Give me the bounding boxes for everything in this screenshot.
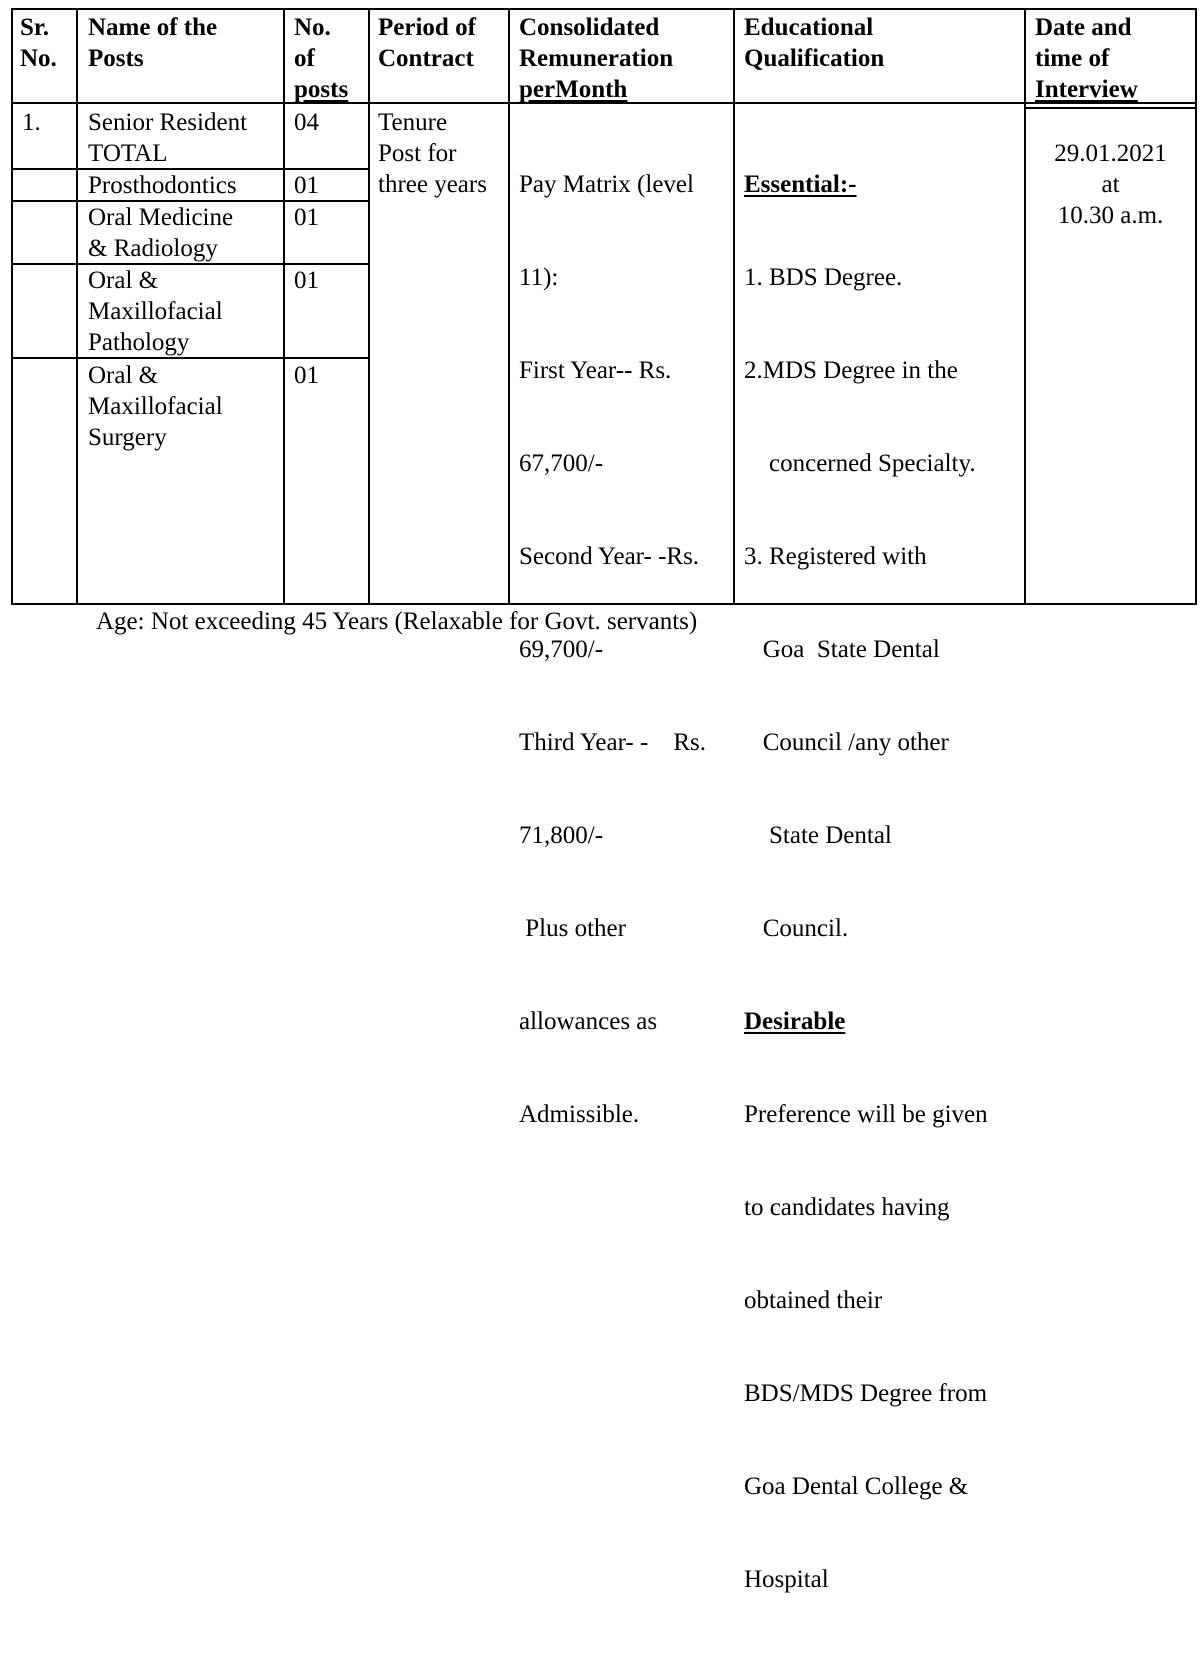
age-limit-note: Age: Not exceeding 45 Years (Relaxable for Govt. servants) <box>96 608 698 635</box>
post-prosthodontics: Prosthodontics <box>88 172 237 199</box>
educational-qualification: Essential:- 1. BDS Degree. 2.MDS Degree in the concerned Specialty. 3. Registered with Goa State Dental Council /any other State Dental Council. Desirable Preference will be given to candidates having obtained their BDS/MDS Degree from Goa Dental College & Hospital <box>744 171 988 1593</box>
remuneration-details: Pay Matrix (level 11): First Year-- Rs. 67,700/- Second Year- -Rs. 69,700/- Third Year- - Rs. 71,800/- Plus other allowances as Admissible. <box>519 171 706 1128</box>
desirable-heading: Desirable <box>744 1008 846 1035</box>
count-oral-surgery: 01 <box>294 362 319 389</box>
header-post-name: Name of the Posts <box>88 14 218 72</box>
post-oral-surgery: Oral & Maxillofacial Surgery <box>88 362 223 451</box>
count-senior-resident-total: 04 <box>294 109 319 136</box>
header-num-posts: No. of posts <box>294 14 349 103</box>
period-of-contract: Tenure Post for three years <box>378 109 487 198</box>
post-oral-medicine: Oral Medicine & Radiology <box>88 204 234 262</box>
row-sr-no: 1. <box>22 109 41 136</box>
header-period: Period of Contract <box>378 14 476 72</box>
count-prosthodontics: 01 <box>294 172 319 199</box>
header-remuneration: Consolidated Remuneration perMonth <box>519 14 674 103</box>
header-sr-no: Sr. No. <box>20 14 57 72</box>
header-qualification: Educational Qualification <box>744 14 885 72</box>
interview-date-time: 29.01.2021 at 10.30 a.m. <box>1054 140 1167 229</box>
post-oral-pathology: Oral & Maxillofacial Pathology <box>88 267 223 356</box>
count-oral-pathology: 01 <box>294 267 319 294</box>
header-interview: Date and time of Interview <box>1035 14 1138 103</box>
post-senior-resident-total: Senior Resident TOTAL <box>88 109 248 167</box>
essential-heading: Essential:- <box>744 171 857 198</box>
count-oral-medicine: 01 <box>294 204 319 231</box>
